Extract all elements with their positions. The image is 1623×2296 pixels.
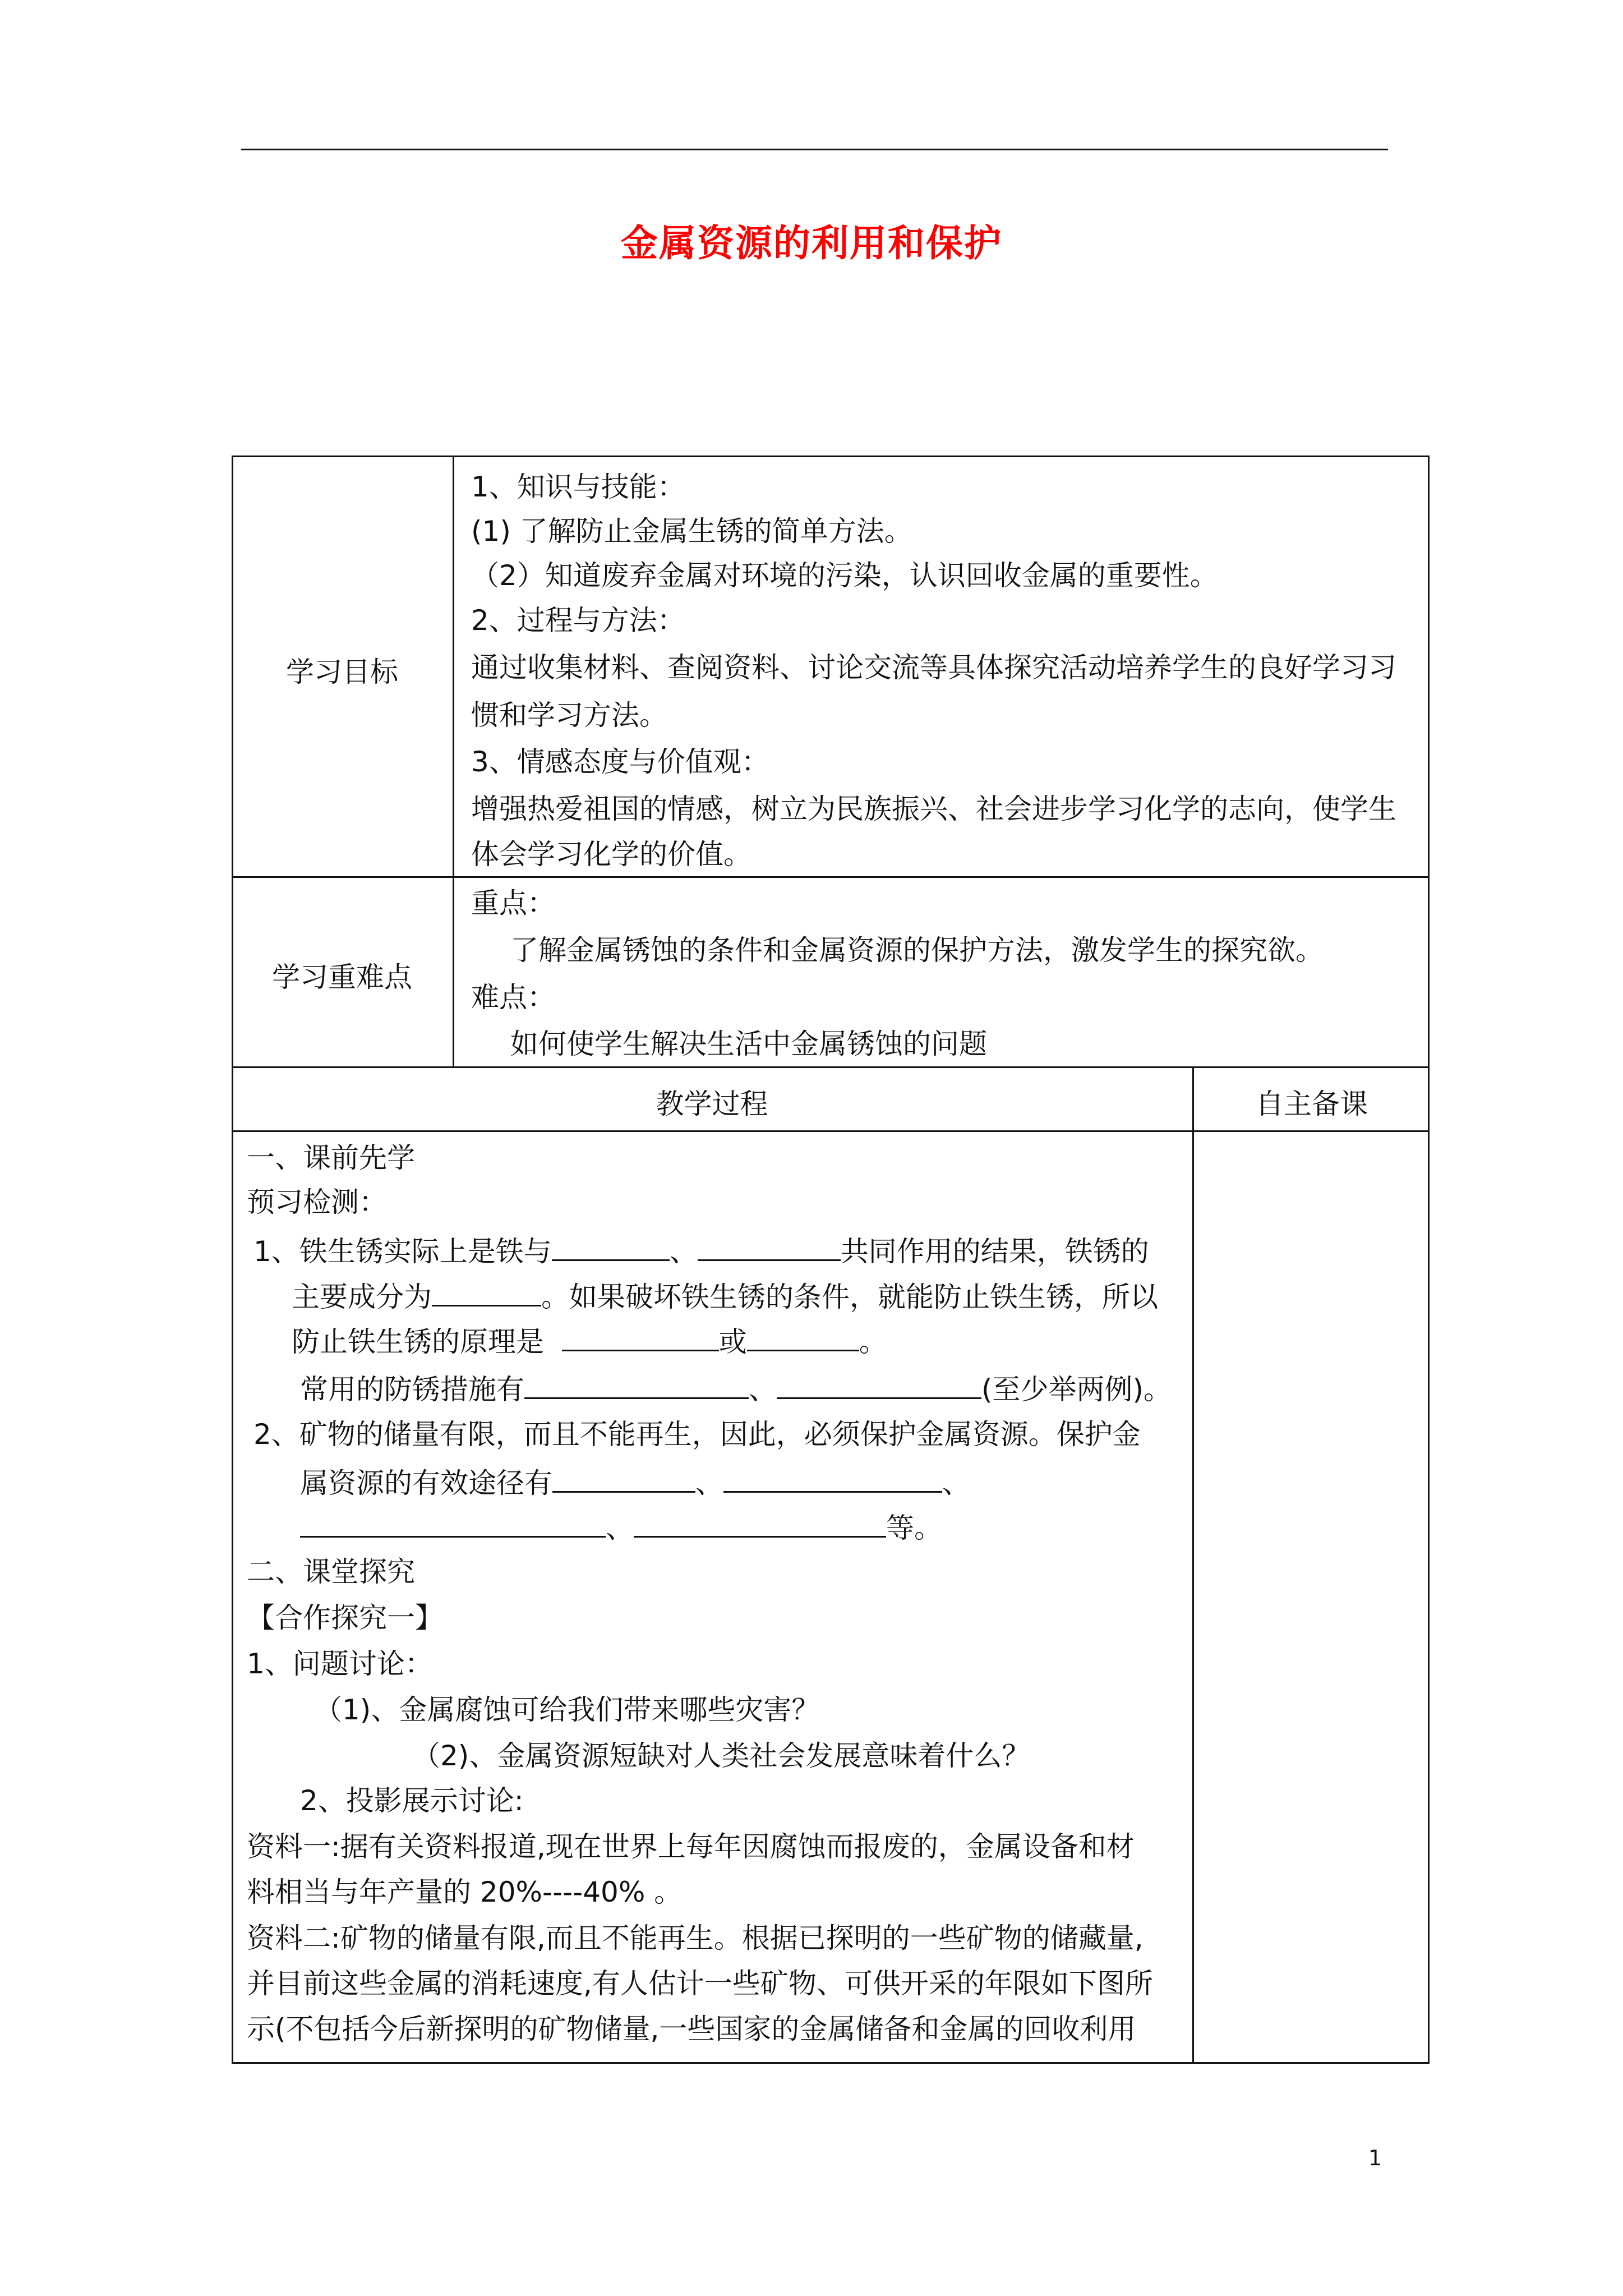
- objective-line: 通过收集材料、查阅资料、讨论交流等具体探究活动培养学生的良好学习习: [471, 651, 1396, 684]
- row-divider: [232, 876, 1430, 878]
- process-header: 教学过程: [656, 1088, 768, 1120]
- answer-blank[interactable]: [300, 1509, 606, 1538]
- page-number: 1: [1368, 2146, 1382, 2170]
- material-2-line: 示(不包括今后新探明的矿物储量,一些国家的金属储备和金属的回收利用: [247, 2013, 1136, 2045]
- objective-line: 增强热爱祖国的情感，树立为民族振兴、社会进步学习化学的志向，使学生: [471, 793, 1396, 825]
- header-rule: [241, 149, 1388, 150]
- section-heading: 二、课堂探究: [247, 1556, 415, 1588]
- material-1-line: 资料一:据有关资料报道,现在世界上每年因腐蚀而报废的，金属设备和材: [247, 1830, 1135, 1863]
- objective-line: 体会学习化学的价值。: [471, 838, 751, 871]
- answer-blank[interactable]: [524, 1370, 749, 1399]
- material-1-line: 料相当与年产量的 20%----40% 。: [247, 1876, 683, 1908]
- material-2-line: 并目前这些金属的消耗速度,有人估计一些矿物、可供开采的年限如下图所: [247, 1967, 1153, 2000]
- material-2-line: 资料二:矿物的储量有限,而且不能再生。根据已探明的一些矿物的储藏量,: [247, 1922, 1144, 1954]
- answer-blank[interactable]: [432, 1278, 541, 1306]
- answer-blank[interactable]: [552, 1232, 670, 1261]
- cooperative-inquiry-heading: 【合作探究一】: [247, 1602, 443, 1634]
- label-column-divider: [453, 455, 454, 1068]
- discussion-question: （1)、金属腐蚀可给我们带来哪些灾害？: [314, 1694, 820, 1726]
- answer-blank[interactable]: [747, 1323, 859, 1351]
- objective-line: (1) 了解防止金属生锈的简单方法。: [471, 515, 912, 547]
- objective-line: 惯和学习方法。: [471, 699, 667, 731]
- discussion-heading: 1、问题讨论：: [247, 1648, 433, 1680]
- preview-heading: 预习检测：: [247, 1186, 387, 1218]
- answer-blank[interactable]: [552, 1464, 695, 1493]
- question-1-line-3: 防止铁生锈的原理是 或 。: [292, 1323, 887, 1359]
- discussion-question: （2)、金属资源短缺对人类社会发展意味着什么？: [412, 1740, 1030, 1772]
- projection-heading: 2、投影展示讨论:: [300, 1784, 524, 1817]
- key-point-line: 了解金属锈蚀的条件和金属资源的保护方法，激发学生的探究欲。: [510, 934, 1324, 967]
- question-1-line-1: 1、铁生锈实际上是铁与 、 共同作用的结果，铁锈的: [253, 1232, 1149, 1268]
- objective-line: 3、情感态度与价值观：: [471, 746, 769, 778]
- question-1-line-2: 主要成分为 。如果破坏铁生锈的条件，就能防止铁生锈，所以: [292, 1278, 1158, 1314]
- key-point-heading: 重点：: [471, 887, 555, 919]
- question-2-line-1: 2、矿物的储量有限，而且不能再生，因此，必须保护金属资源。保护金: [253, 1418, 1141, 1451]
- process-column-divider: [1192, 1066, 1194, 2064]
- objective-line: （2）知道废弃金属对环境的污染，认识回收金属的重要性。: [471, 559, 1218, 592]
- answer-blank[interactable]: [562, 1323, 719, 1351]
- answer-blank[interactable]: [777, 1370, 981, 1399]
- row-divider: [232, 1066, 1430, 1068]
- objective-line: 2、过程与方法：: [471, 604, 685, 637]
- objective-line: 1、知识与技能：: [471, 471, 685, 503]
- page-title: 金属资源的利用和保护: [621, 222, 1002, 265]
- question-2-line-2: 属资源的有效途径有 、 、: [300, 1464, 970, 1500]
- answer-blank[interactable]: [698, 1232, 841, 1261]
- self-prep-header: 自主备课: [1256, 1088, 1368, 1120]
- objectives-label: 学习目标: [286, 656, 398, 688]
- answer-blank[interactable]: [723, 1464, 942, 1493]
- difficulty-line: 如何使学生解决生活中金属锈蚀的问题: [510, 1028, 987, 1060]
- section-heading: 一、课前先学: [247, 1142, 415, 1174]
- question-1-line-4: 常用的防锈措施有 、 (至少举两例)。: [300, 1370, 1172, 1406]
- question-2-line-3: 、 等。: [300, 1509, 942, 1545]
- key-points-label: 学习重难点: [272, 961, 412, 993]
- answer-blank[interactable]: [634, 1509, 886, 1538]
- difficulty-heading: 难点：: [471, 981, 555, 1014]
- row-divider: [232, 1130, 1430, 1132]
